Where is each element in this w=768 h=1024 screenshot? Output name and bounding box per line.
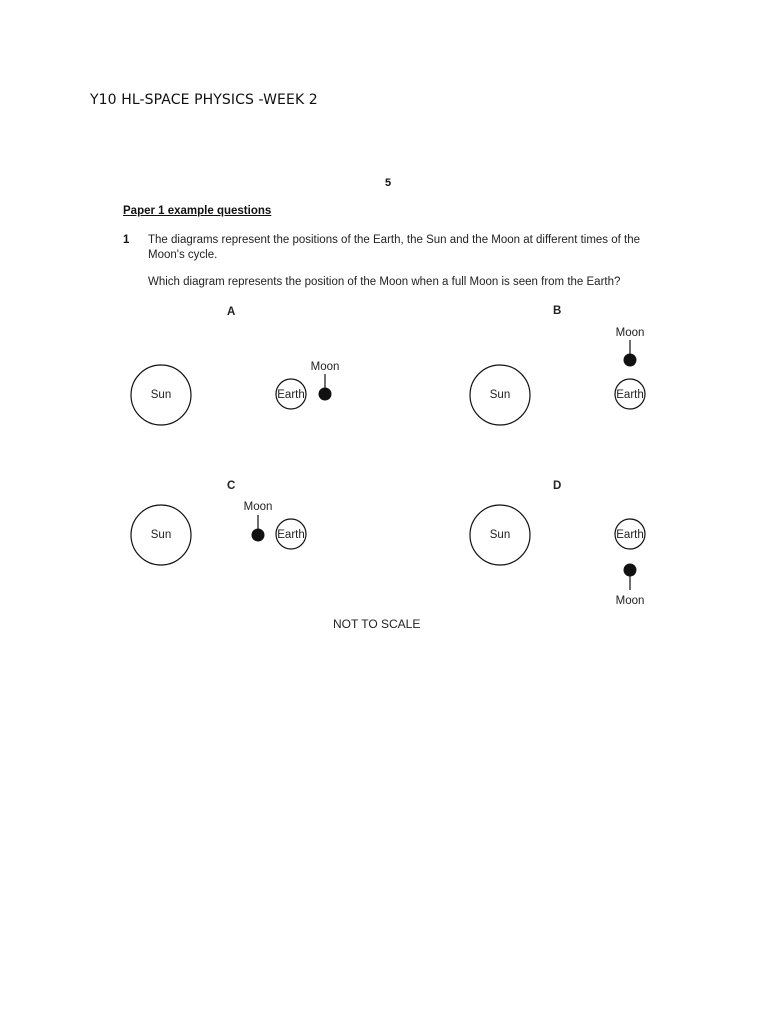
question-prompt: Which diagram represents the position of the Moon when a full Moon is seen from the Earth? (148, 276, 621, 288)
question-text: The diagrams represent the positions of the Earth, the Sun and the Moon at different times of the Moon's cycle. (148, 234, 641, 261)
option-b-moon (624, 354, 637, 367)
option-a-moon-label: Moon (310, 361, 340, 373)
document-heading: Y10 HL-SPACE PHYSICS -WEEK 2 (90, 92, 318, 108)
page-number: 5 (385, 177, 392, 189)
option-b-letter: B (553, 305, 562, 317)
option-b-moon-label: Moon (615, 327, 645, 339)
option-b-sun-label: Sun (489, 389, 511, 401)
option-d-letter: D (553, 480, 562, 492)
option-b-diagram (470, 305, 645, 425)
option-a-moon (319, 388, 332, 401)
option-b-earth-label: Earth (616, 389, 644, 401)
option-a-sun-label: Sun (150, 389, 172, 401)
section-title: Paper 1 example questions (123, 205, 272, 217)
option-d-earth-label: Earth (616, 529, 644, 541)
option-d-moon-label: Moon (615, 595, 645, 607)
option-a-letter: A (227, 306, 236, 318)
option-c-diagram (131, 480, 306, 565)
option-c-moon-label: Moon (243, 501, 273, 513)
option-c-letter: C (227, 480, 236, 492)
option-c-sun-label: Sun (150, 529, 172, 541)
option-c-moon (252, 529, 265, 542)
option-d-sun-label: Sun (489, 529, 511, 541)
option-c-earth-label: Earth (277, 529, 305, 541)
not-to-scale-note: NOT TO SCALE (333, 617, 421, 631)
option-a-earth-label: Earth (277, 389, 305, 401)
question-number: 1 (123, 234, 130, 246)
option-d-diagram (470, 480, 645, 607)
option-d-moon (624, 564, 637, 577)
option-a-diagram (131, 306, 339, 425)
